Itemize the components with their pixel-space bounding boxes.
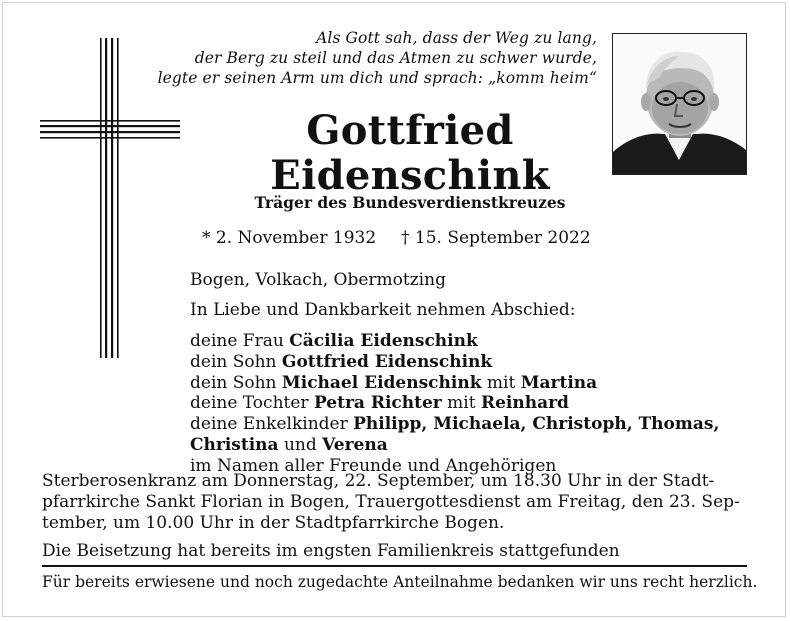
funeral-line: pfarrkirche Sankt Florian in Bogen, Trauergottesdienst am Freitag, den 23. Sep-: [42, 492, 740, 512]
mourners-list: [190, 331, 750, 477]
mourner-line: deine Tochter Petra Richter mit Reinhard: [190, 393, 569, 414]
funeral-line: Sterberosenkranz am Donnerstag, 22. September, um 18.30 Uhr in der Stadt-: [42, 471, 715, 491]
funeral-details: [42, 471, 747, 534]
death-date: † 15. September 2022: [401, 228, 591, 248]
honor-title: Träger des Bundesverdienstkreuzes: [254, 193, 566, 212]
birth-date: * 2. November 1932: [202, 228, 377, 248]
thanks-note: Für bereits erwiesene und noch zugedachte Anteilnahme bedanken wir uns recht herzlich.: [42, 573, 758, 591]
mourner-line: dein Sohn Michael Eidenschink mit Martina: [190, 372, 598, 393]
divider: [42, 565, 747, 567]
deceased-first-name: Gottfried: [306, 107, 514, 154]
mourner-line: deine Enkelkinder Philipp, Michaela, Christoph, Thomas,: [190, 414, 720, 435]
mourner-line: Christina und Verena: [190, 434, 388, 455]
poem-line: legte er seinen Arm um dich und sprach: „komm heim“: [157, 69, 597, 87]
mourner-line: deine Frau Cäcilia Eidenschink: [190, 331, 478, 351]
deceased-last-name: Eidenschink: [270, 152, 550, 199]
poem-line: Als Gott sah, dass der Weg zu lang,: [316, 29, 597, 47]
funeral-line: tember, um 10.00 Uhr in der Stadtpfarrkirche Bogen.: [42, 513, 505, 533]
portrait-photo: [612, 33, 747, 175]
mourner-line: dein Sohn Gottfried Eidenschink: [190, 351, 493, 372]
places: Bogen, Volkach, Obermotzing: [190, 270, 446, 290]
poem-line: der Berg zu steil und das Atmen zu schwer wurde,: [194, 49, 597, 67]
farewell-intro: In Liebe und Dankbarkeit nehmen Abschied:: [190, 300, 576, 320]
burial-note: Die Beisetzung hat bereits im engsten Familienkreis stattgefunden: [42, 541, 620, 561]
mourner-line: im Namen aller Freunde und Angehörigen: [190, 455, 557, 476]
cross-icon: [40, 38, 180, 358]
